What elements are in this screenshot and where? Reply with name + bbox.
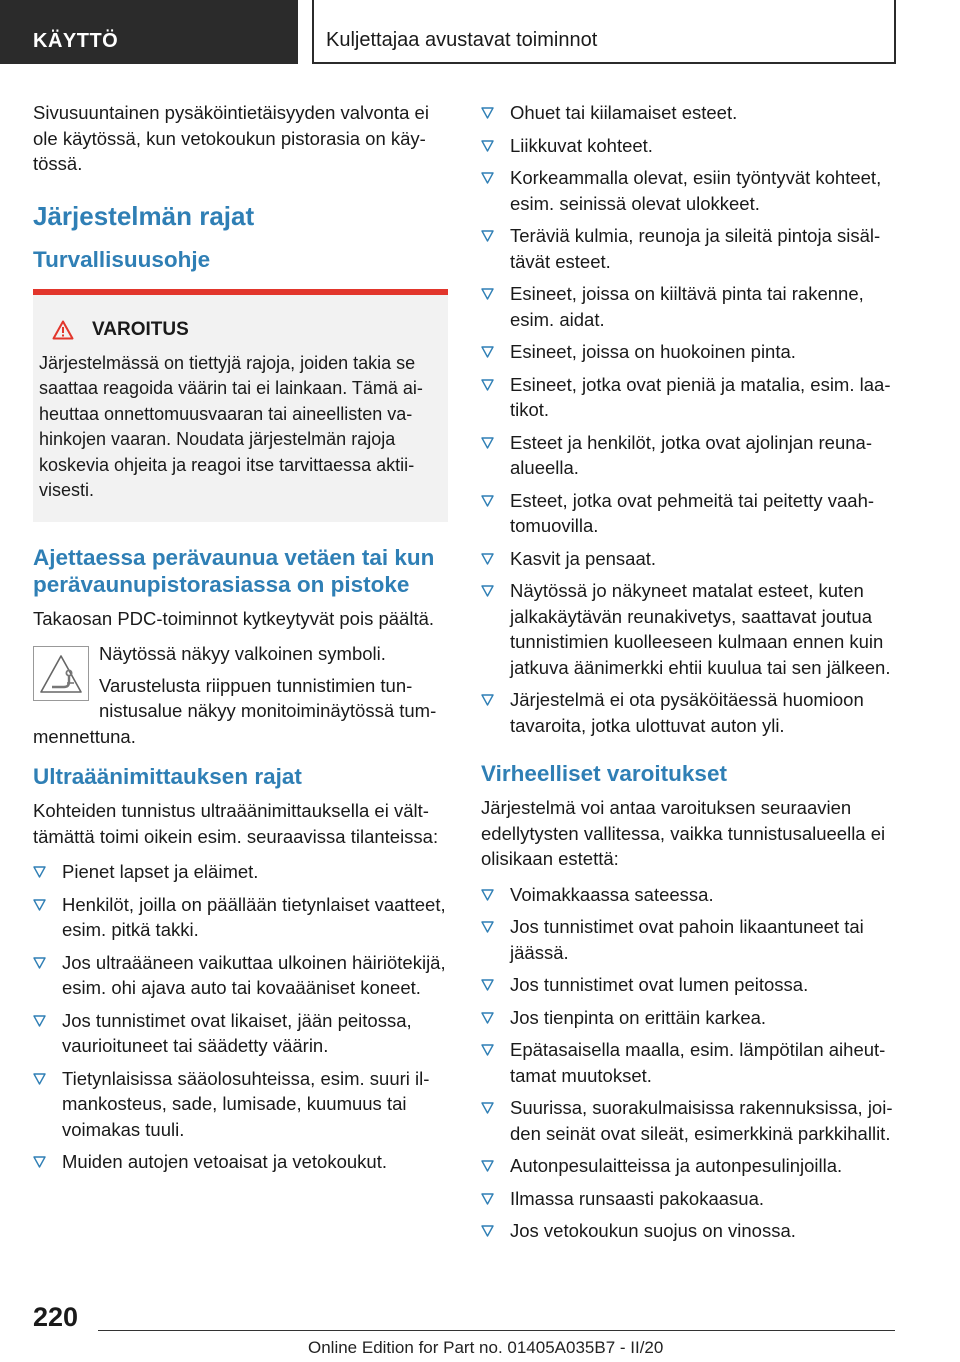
- list-item-text: Muiden autojen vetoaisat ja vetokoukut.: [62, 1151, 387, 1172]
- list-item-text: Voimakkaassa sateessa.: [510, 883, 714, 905]
- triangle-bullet-icon: [481, 288, 494, 300]
- header-chapter-tab: [312, 0, 896, 64]
- list-item: [481, 223, 899, 274]
- triangle-bullet-icon: [33, 1156, 46, 1168]
- triangle-bullet-icon: [481, 172, 494, 184]
- warning-text: Järjestelmässä on tiettyjä rajoja, joiden takia se saattaa reagoida väärin tai ei lainkaan. Tämä aiheuttaa onnettomuusvaaran tai aineellisten vahinkojen vaaran. Noudata järjestelmän rajoja koskevia ohjeita ja reagoi itse tarvittaessa aktiivisesti.: [39, 352, 423, 500]
- triangle-bullet-icon: [481, 553, 494, 565]
- heading-safety-note: Turvallisuusohje: [33, 246, 211, 272]
- triangle-bullet-icon: [481, 1102, 494, 1114]
- triangle-bullet-icon: [481, 107, 494, 119]
- header-chapter-label: Kuljettajaa avustavat toiminnot: [326, 29, 598, 51]
- list-item: [481, 1186, 899, 1212]
- page-number: 220: [33, 1302, 79, 1332]
- ultrasonic-limits-list-continued: [481, 100, 899, 738]
- footer-edition: Online Edition for Part no. 01405A035B7 - II/20: [308, 1338, 664, 1357]
- triangle-bullet-icon: [33, 1015, 46, 1027]
- list-item-text: Epätasaisella maalla, esim. lämpötilan aiheuttamat muutokset.: [510, 1039, 886, 1086]
- ultrasonic-limits-list: [33, 859, 448, 1175]
- list-item: [33, 892, 448, 943]
- list-item-text: Autonpesulaitteissa ja autonpesulinjoilla.: [510, 1155, 843, 1176]
- triangle-bullet-icon: [481, 1193, 494, 1205]
- list-item: [481, 1037, 899, 1088]
- heading-ultrasonic-limits: Ultraäänimittauksen rajat: [33, 764, 302, 789]
- right-column: [481, 100, 899, 1251]
- triangle-bullet-icon: [33, 866, 46, 878]
- triangle-bullet-icon: [481, 495, 494, 507]
- list-item: [481, 133, 899, 159]
- triangle-bullet-icon: [33, 899, 46, 911]
- list-item-text: Järjestelmä ei ota pysäköitäessä huomioon tavaroita, jotka ulottuvat auton yli.: [510, 689, 864, 736]
- list-item-text: Jos ultraääneen vaikuttaa ulkoinen häiriötekijä, esim. ohi ajava auto tai kovaääniset koneet.: [62, 951, 446, 998]
- list-item: [481, 578, 899, 680]
- list-item: [481, 488, 899, 539]
- triangle-bullet-icon: [481, 346, 494, 358]
- header-section-tab: [0, 0, 298, 64]
- list-item: [481, 546, 899, 572]
- list-item: [33, 1066, 448, 1143]
- list-item: [481, 339, 899, 365]
- ultrasonic-paragraph: Kohteiden tunnistus ultraäänimittauksella ei välttämättä toimi oikein esim. seuraavissa tilanteissa:: [33, 800, 439, 847]
- false-warnings-paragraph: Järjestelmä voi antaa varoituksen seuraavien edellytysten vallitessa, vaikka tunnistusalueella ei olisikaan estettä:: [481, 797, 886, 869]
- warning-box: [33, 289, 448, 522]
- triangle-bullet-icon: [481, 437, 494, 449]
- list-item: [481, 882, 899, 908]
- warning-title-label: VAROITUS: [92, 318, 189, 340]
- list-item: [481, 1218, 899, 1244]
- triangle-bullet-icon: [481, 694, 494, 706]
- list-item-text: Jos tunnistimet ovat likaiset, jään peitossa, vaurioituneet tai säädetty väärin.: [62, 1009, 412, 1056]
- list-item: [481, 972, 899, 998]
- symbol-text-2: Varustelusta riippuen tunnistimien tunnistusalue näkyy monitoiminäytössä tummennettuna.: [33, 674, 437, 747]
- list-item-text: Jos tienpinta on erittäin karkea.: [510, 1006, 767, 1028]
- triangle-bullet-icon: [481, 1012, 494, 1024]
- heading-false-warnings: Virheelliset varoitukset: [481, 761, 727, 786]
- symbol-text-1: Näytössä näkyy valkoinen symboli.: [99, 643, 386, 664]
- symbol-block: [33, 641, 448, 749]
- header-section-label: KÄYTTÖ: [33, 30, 119, 52]
- triangle-bullet-icon: [481, 889, 494, 901]
- list-item: [481, 100, 899, 126]
- list-item-text: Näytössä jo näkyneet matalat esteet, kuten jalkakäytävän reunakivetys, saattavat joutua tunnistimien kuolleeseen kulmaan ennen kuin jatkuva äänimerkki ehtii kuulua tai sen jälkeen.: [510, 580, 891, 678]
- triangle-bullet-icon: [481, 585, 494, 597]
- list-item: [481, 687, 899, 738]
- list-item-text: Jos vetokoukun suojus on vinossa.: [510, 1220, 796, 1241]
- list-item-text: Ilmassa runsaasti pakokaasua.: [510, 1187, 764, 1209]
- warning-title: [52, 319, 434, 341]
- triangle-bullet-icon: [481, 230, 494, 242]
- list-item-text: Korkeammalla olevat, esiin työntyvät kohteet, esim. seinissä olevat ulokkeet.: [510, 167, 882, 214]
- triangle-bullet-icon: [33, 957, 46, 969]
- list-item: [33, 1149, 448, 1175]
- list-item-text: Teräviä kulmia, reunoja ja sileitä pintoja sisältävät esteet.: [510, 225, 881, 272]
- trailer-warning-symbol-icon: [33, 646, 89, 701]
- list-item: [481, 1153, 899, 1179]
- list-item-text: Tietynlaisissa sääolosuhteissa, esim. suuri ilmankosteus, sade, lumisade, kuumuus tai voimakas tuuli.: [62, 1067, 430, 1140]
- intro-paragraph: Sivusuuntainen pysäköintietäisyyden valvonta ei ole käytössä, kun vetokoukun pistorasia on käytössä.: [33, 102, 429, 174]
- triangle-bullet-icon: [33, 1073, 46, 1085]
- list-item-text: Liikkuvat kohteet.: [510, 134, 653, 156]
- triangle-bullet-icon: [481, 979, 494, 991]
- heading-trailer: Ajettaessa perävaunua vetäen tai kun perävaunupistorasiassa on pistoke: [33, 544, 435, 597]
- list-item: [481, 914, 899, 965]
- footer-divider: [98, 1330, 895, 1331]
- list-item: [33, 950, 448, 1001]
- list-item-text: Jos tunnistimet ovat lumen peitossa.: [510, 974, 809, 995]
- list-item-text: Ohuet tai kiilamaiset esteet.: [510, 102, 738, 123]
- heading-system-limits: Järjestelmän rajat: [33, 200, 255, 231]
- triangle-bullet-icon: [481, 379, 494, 391]
- list-item: [33, 859, 448, 885]
- list-item-text: Pienet lapset ja eläimet.: [62, 861, 259, 882]
- list-item-text: Kasvit ja pensaat.: [510, 547, 657, 569]
- list-item-text: Esineet, joissa on kiiltävä pinta tai rakenne, esim. aidat.: [510, 283, 864, 330]
- list-item: [33, 1008, 448, 1059]
- list-item-text: Esineet, joissa on huokoinen pinta.: [510, 341, 796, 362]
- triangle-bullet-icon: [481, 1225, 494, 1237]
- triangle-bullet-icon: [481, 921, 494, 933]
- list-item: [481, 1005, 899, 1031]
- list-item: [481, 281, 899, 332]
- warning-triangle-icon: [52, 320, 74, 340]
- list-item-text: Suurissa, suorakulmaisissa rakennuksissa, joiden seinät ovat sileät, esimerkkinä parkkihallit.: [510, 1097, 893, 1144]
- list-item: [481, 430, 899, 481]
- list-item: [481, 165, 899, 216]
- list-item-text: Esineet, jotka ovat pieniä ja matalia, esim. laatikot.: [510, 373, 891, 420]
- left-column: [33, 100, 448, 1182]
- trailer-paragraph: Takaosan PDC-toiminnot kytkeytyvät pois päältä.: [33, 607, 435, 629]
- list-item-text: Jos tunnistimet ovat pahoin likaantuneet tai jäässä.: [510, 916, 864, 963]
- triangle-bullet-icon: [481, 140, 494, 152]
- triangle-bullet-icon: [481, 1044, 494, 1056]
- list-item-text: Esteet ja henkilöt, jotka ovat ajolinjan reunaalueella.: [510, 431, 873, 478]
- list-item-text: Esteet, jotka ovat pehmeitä tai peitetty vaahtomuovilla.: [510, 489, 875, 536]
- list-item: [481, 372, 899, 423]
- false-warnings-list: [481, 882, 899, 1244]
- list-item: [481, 1095, 899, 1146]
- triangle-bullet-icon: [481, 1160, 494, 1172]
- list-item-text: Henkilöt, joilla on päällään tietynlaiset vaatteet, esim. pitkä takki.: [62, 893, 446, 940]
